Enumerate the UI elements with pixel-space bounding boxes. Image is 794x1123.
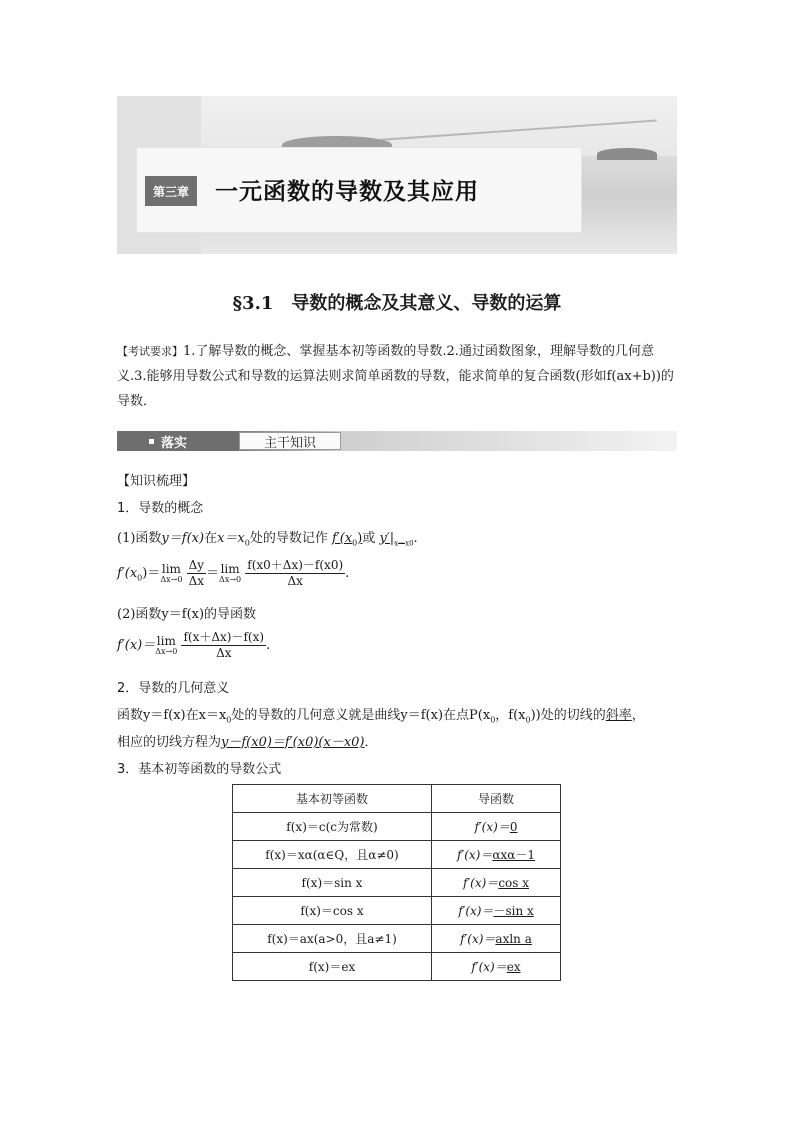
table-cell-function: f(x)＝ax(a>0，且a≠1) xyxy=(233,925,432,953)
s1-line2: (2)函数y＝f(x)的导函数 xyxy=(117,607,257,622)
text: ， xyxy=(631,708,645,723)
section-bar-left-label: 落实 xyxy=(161,435,188,451)
numerator: f(x0＋Δx)－f(x0) xyxy=(247,558,344,572)
s1-heading: 1．导数的概念 xyxy=(117,501,204,516)
exam-requirements-text: 1.了解导数的概念、掌握基本初等函数的导数.2.通过函数图象，理解导数的几何意义.3.能够用导数公式和导数的运算法则求简单函数的导数，能求简单的复合函数(形如f(ax+b))的导数． xyxy=(117,344,674,409)
formula: f′(x xyxy=(117,566,138,581)
table-header: 基本初等函数 xyxy=(233,785,432,813)
limit-symbol xyxy=(219,563,241,584)
chapter-banner xyxy=(117,96,677,254)
fraction xyxy=(187,558,206,589)
text: 函数y＝f(x)在x＝x xyxy=(117,708,227,723)
section-bar-right-label: 主干知识 xyxy=(239,432,341,450)
answer-blank: 0 xyxy=(509,820,518,834)
exam-requirements xyxy=(117,339,679,414)
limit-symbol xyxy=(160,563,182,584)
answer-blank: y－f(x0)＝f′(x0)(x－x0) xyxy=(221,735,365,750)
formula: f′(x)＝ xyxy=(463,876,499,890)
text: 或 xyxy=(362,531,376,546)
answer-blank: αxα－1 xyxy=(492,848,535,862)
denominator: Δx xyxy=(188,574,205,588)
s2-line1: 函数y＝f(x)在$x=x_0$处的导数的几何意义就是曲线y＝f(x)在点$P(x_0$，$f(x_0)$)处的切线的斜率， xyxy=(117,708,645,725)
denominator: Δx xyxy=(216,646,232,660)
table-row xyxy=(233,953,561,981)
table-cell-derivative xyxy=(432,897,561,925)
formula: f′(x)＝ xyxy=(117,638,156,653)
chapter-title: 一元函数的导数及其应用 xyxy=(215,179,479,205)
answer-blank xyxy=(380,531,414,546)
section-title: §3.1 导数的概念及其意义、导数的运算 xyxy=(232,293,562,314)
text: 相应的切线方程为 xyxy=(117,735,222,750)
table-cell-function: f(x)＝xα(α∈Q，且α≠0) xyxy=(233,841,432,869)
banner-island-image xyxy=(597,148,657,160)
text: ，f(x xyxy=(495,708,526,723)
table-row xyxy=(233,925,561,953)
derivative-function-definition: f′(x)＝ lim Δx→0 $\frac{f(x+\Delta x)-f(x)}{\Delta x}$ . xyxy=(117,630,271,660)
s2-line2 xyxy=(117,731,378,750)
text: 在 xyxy=(204,531,218,546)
answer-blank: －sin x xyxy=(493,904,534,918)
table-row xyxy=(233,869,561,897)
table-cell-derivative xyxy=(432,925,561,953)
answer-blank: axln a xyxy=(495,932,532,946)
section-bar-dark xyxy=(117,431,239,451)
formula: f′(x)＝ xyxy=(457,848,493,862)
table-cell-function: f(x)＝ex xyxy=(233,953,432,981)
derivative-formula-table xyxy=(232,784,561,981)
answer-blank: cos x xyxy=(498,876,529,890)
lim-text: lim xyxy=(156,634,176,648)
table-cell-function: f(x)＝sin x xyxy=(233,869,432,897)
lim-sub: Δx→0 xyxy=(155,647,178,656)
fraction xyxy=(181,630,266,661)
text: 处的导数记作 xyxy=(249,531,328,546)
lim-sub: Δx→0 xyxy=(160,575,183,584)
s1-line1: (1)函数y＝f(x)在$x=x_0$处的导数记作 $f'(x_0)$或 $y'|_{x=x0}$. xyxy=(117,531,418,548)
formula: f′(x)＝ xyxy=(460,932,496,946)
lim-text: lim xyxy=(220,562,240,576)
text: ))处的切线的 xyxy=(530,708,606,723)
text: (1)函数 xyxy=(117,531,162,546)
lim-sub: Δx→0 xyxy=(219,575,242,584)
table-row xyxy=(233,897,561,925)
banner-bridge-image xyxy=(357,120,656,143)
formula: y′| xyxy=(379,531,395,546)
s2-heading: 2．导数的几何意义 xyxy=(117,681,230,696)
table-cell-function: f(x)＝c(c为常数) xyxy=(233,813,432,841)
fraction xyxy=(245,558,345,589)
text: ． xyxy=(364,735,378,750)
answer-blank: 斜率 xyxy=(605,708,632,723)
square-bullet-icon xyxy=(149,439,154,444)
section-bar xyxy=(117,431,677,451)
chapter-label: 第三章 xyxy=(145,176,197,206)
answer-blank: $f'(x_0)$ xyxy=(332,531,363,548)
table-header: 导函数 xyxy=(432,785,561,813)
numerator: Δy xyxy=(188,558,205,572)
table-cell-derivative xyxy=(432,869,561,897)
exam-requirements-label: 【考试要求】 xyxy=(117,345,183,358)
subscript: x＝x0 xyxy=(394,539,414,548)
table-row xyxy=(233,841,561,869)
s3-heading: 3．基本初等函数的导数公式 xyxy=(117,762,282,777)
numerator: f(x＋Δx)－f(x) xyxy=(183,630,265,644)
formula: y＝f(x) xyxy=(161,531,205,546)
table-row xyxy=(233,813,561,841)
table-cell-derivative xyxy=(432,953,561,981)
derivative-definition: $f'(x_0)= \lim$ Δx→0 $\frac{\Delta y}{\Delta x}$ ＝ lim Δx→0 $\frac{f(x0+\Delta x)-f(x0)}{\Delta x}$ . xyxy=(117,558,350,588)
table-cell-derivative xyxy=(432,813,561,841)
formula: f′(x)＝ xyxy=(471,960,507,974)
table-header-row xyxy=(233,785,561,813)
formula: f′(x)＝ xyxy=(474,820,510,834)
formula: f′(x)＝ xyxy=(458,904,494,918)
formula: x＝x xyxy=(217,531,245,546)
limit-symbol xyxy=(155,635,177,656)
table-cell-derivative xyxy=(432,841,561,869)
text: 处的导数的几何意义就是曲线y＝f(x)在点P(x xyxy=(231,708,491,723)
lim-text: lim xyxy=(161,562,181,576)
denominator: Δx xyxy=(287,574,303,588)
answer-blank: ex xyxy=(506,960,521,974)
table-cell-function: f(x)＝cos x xyxy=(233,897,432,925)
knowledge-label: 【知识梳理】 xyxy=(117,474,196,489)
formula: f′(x xyxy=(332,531,353,546)
